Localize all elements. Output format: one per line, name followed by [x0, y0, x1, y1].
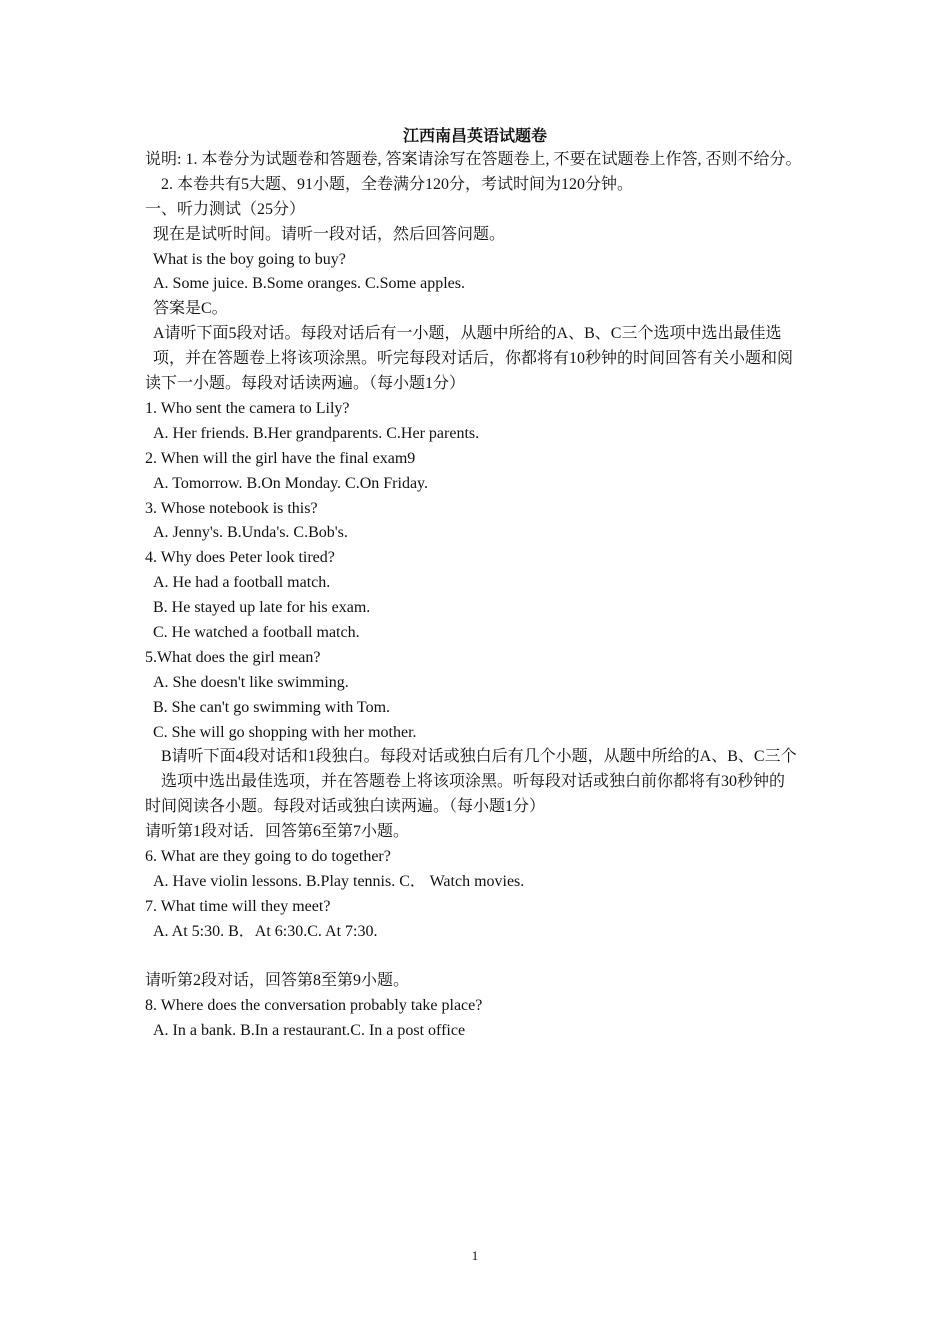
part-b-instructions: B请听下面4段对话和1段独白。每段对话或独白后有几个小题，从题中所给的A、B、C三个选项中选出最佳选项，并在答题卷上将该项涂黑。听每段对话或独白前你都将有30秒钟的: [161, 748, 797, 791]
question-5-option-a: A. She doesn't like swimming.: [153, 673, 349, 691]
question-5-option-c: C. She will go shopping with her mother.: [153, 723, 417, 741]
question-1-options: A. Her friends. B.Her grandparents. C.Her parents.: [153, 424, 480, 442]
question-3-options: A. Jenny's. B.Unda's. C.Bob's.: [153, 524, 348, 542]
question-7: 7. What time will they meet?: [145, 897, 331, 915]
example-answer: 答案是C。: [153, 300, 228, 318]
example-intro: 现在是试听时间。请听一段对话，然后回答问题。: [153, 225, 506, 243]
example-question: What is the boy going to buy?: [153, 250, 346, 268]
question-2-options: A. Tomorrow. B.On Monday. C.On Friday.: [153, 474, 429, 492]
question-5: 5.What does the girl mean?: [145, 648, 321, 666]
question-4-option-b: B. He stayed up late for his exam.: [153, 599, 371, 617]
part-a-instructions-cont: 读下一小题。每段对话读两遍。（每小题1分）: [145, 375, 466, 393]
example-options: A. Some juice. B.Some oranges. C.Some apples.: [153, 275, 465, 293]
document-body: [145, 148, 810, 1044]
question-8: 8. Where does the conversation probably take place?: [145, 997, 483, 1015]
blank-line: [145, 945, 810, 970]
question-1: 1. Who sent the camera to Lily?: [145, 399, 350, 417]
question-4: 4. Why does Peter look tired?: [145, 549, 335, 567]
question-4-option-c: C. He watched a football match.: [153, 623, 360, 641]
question-3: 3. Whose notebook is this?: [145, 499, 318, 517]
question-2: 2. When will the girl have the final exam9: [145, 449, 416, 467]
page-title: 江西南昌英语试题卷: [402, 128, 547, 145]
dialog-1-intro: 请听第1段对话．回答第6至第7小题。: [145, 823, 410, 841]
intro-note-2: 2. 本卷共有5大题、91小题，全卷满分120分，考试时间为120分钟。: [161, 175, 634, 193]
dialog-2-intro: 请听第2段对话，回答第8至第9小题。: [145, 972, 410, 990]
question-6: 6. What are they going to do together?: [145, 848, 391, 866]
intro-note-1: 说明: 1. 本卷分为试题卷和答题卷, 答案请涂写在答题卷上, 不要在试题卷上作答, 否则不给分。: [145, 151, 802, 168]
part-b-instructions-cont: 时间阅读各小题。每段对话或独白读两遍。（每小题1分）: [145, 798, 546, 816]
page-number: 1: [471, 1248, 479, 1263]
part-a-instructions: A请听下面5段对话。每段对话后有一小题，从题中所给的A、B、C三个选项中选出最佳选项，并在答题卷上将该项涂黑。听完每段对话后，你都将有10秒钟的时间回答有关小题和阅: [153, 325, 794, 368]
question-4-option-a: A. He had a football match.: [153, 574, 331, 592]
question-7-options: A. At 5:30. B．At 6:30.C. At 7:30.: [153, 922, 378, 940]
section-heading: 一、听力测试（25分）: [145, 200, 306, 218]
question-5-option-b: B. She can't go swimming with Tom.: [153, 698, 391, 716]
question-6-options: A. Have violin lessons. B.Play tennis. C． Watch movies.: [153, 872, 525, 890]
question-8-options: A. In a bank. B.In a restaurant.C. In a post office: [153, 1022, 466, 1040]
